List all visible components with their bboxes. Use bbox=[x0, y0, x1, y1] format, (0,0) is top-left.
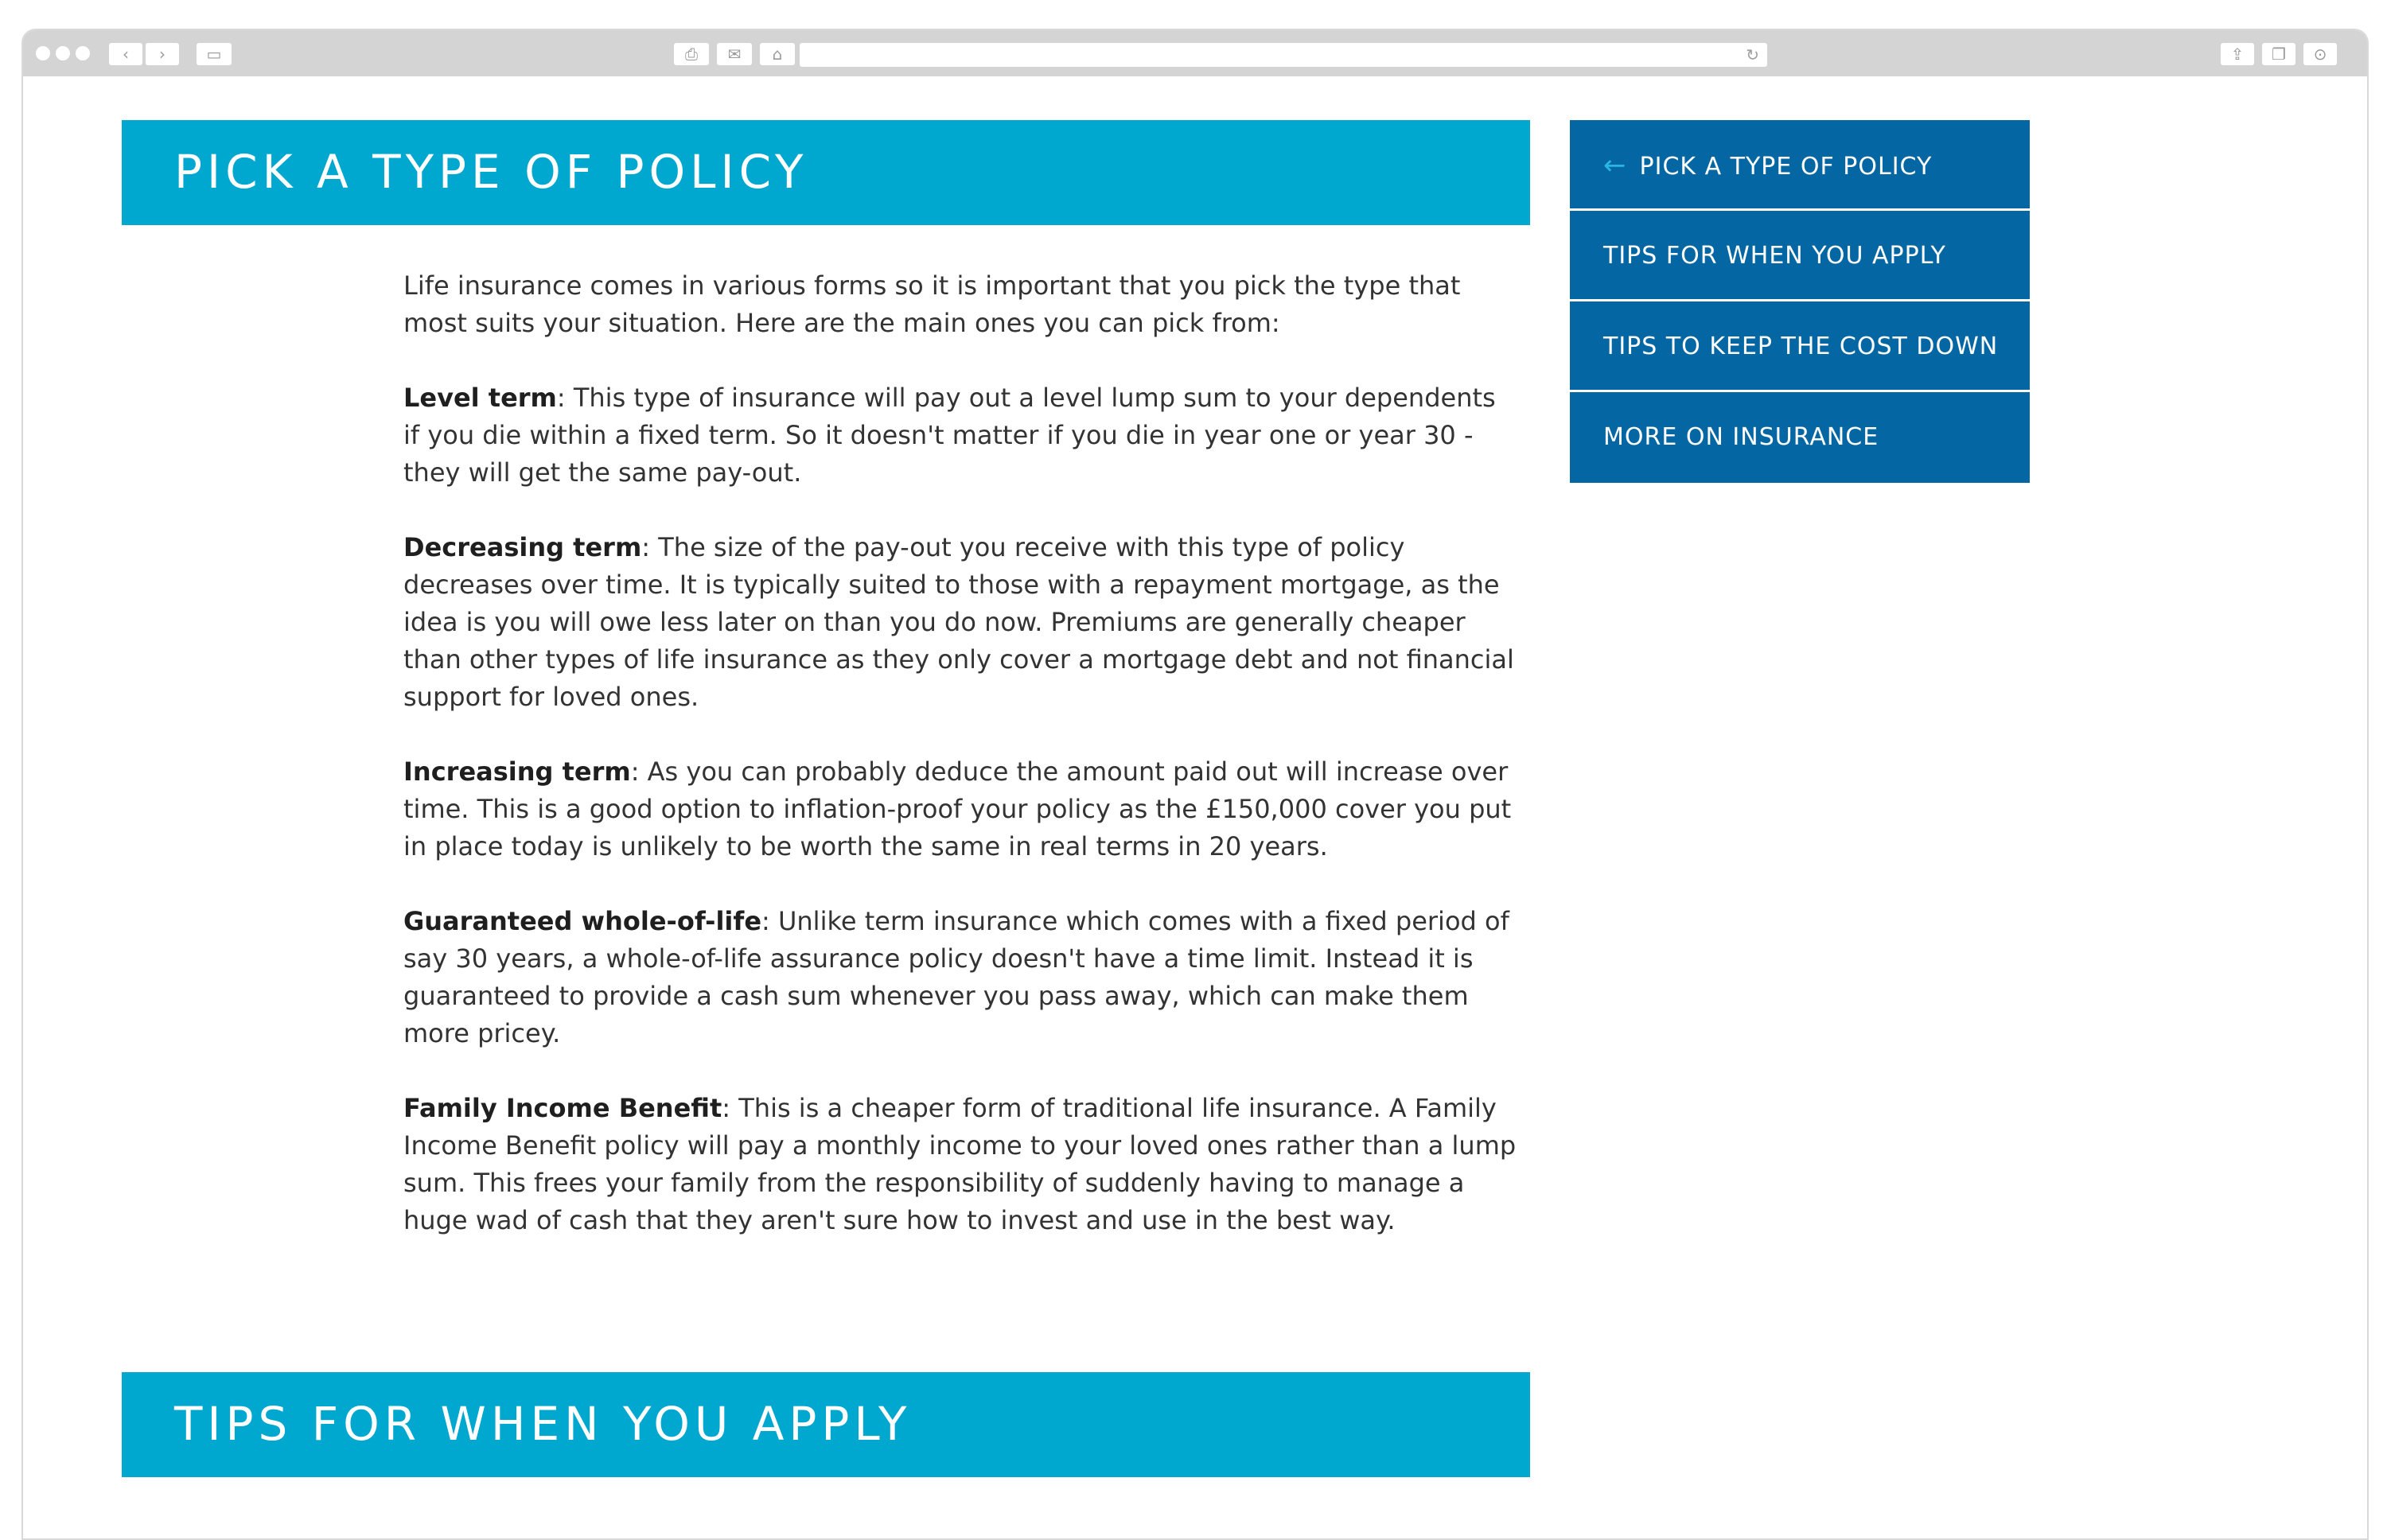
window-zoom-button[interactable] bbox=[76, 46, 90, 60]
mail-button[interactable] bbox=[717, 43, 752, 65]
intro-paragraph: Life insurance comes in various forms so it is important that you pick the type that most suits your situation. Here are the main ones you can pick from: bbox=[403, 270, 1461, 338]
policy-term-label: Family Income Benefit bbox=[403, 1093, 722, 1123]
side-navigation bbox=[1570, 120, 2030, 483]
address-bar[interactable] bbox=[800, 43, 1767, 67]
printer-icon: ⎙ bbox=[685, 45, 698, 64]
policy-term-label: Decreasing term bbox=[403, 532, 642, 562]
window-minimize-button[interactable] bbox=[56, 46, 70, 60]
tabs-button[interactable] bbox=[2262, 43, 2295, 65]
section-title: TIPS FOR WHEN YOU APPLY bbox=[174, 1397, 912, 1451]
share-icon: ⇪ bbox=[2230, 45, 2245, 64]
policy-term-label: Increasing term bbox=[403, 756, 631, 787]
policy-term-label: Guaranteed whole-of-life bbox=[403, 906, 762, 936]
policy-description: : This type of insurance will pay out a level lump sum to your dependents if you die within a fixed term. So it doesn't matter if you die in year one or year 30 - they will get the same pay-out. bbox=[403, 383, 1496, 488]
policy-increasing-term bbox=[403, 753, 1517, 865]
window-close-button[interactable] bbox=[36, 46, 50, 60]
arrow-left-icon: ← bbox=[1603, 150, 1627, 181]
nav-item-label: PICK A TYPE OF POLICY bbox=[1639, 153, 1933, 181]
policy-whole-of-life bbox=[403, 903, 1517, 1052]
policy-decreasing-term bbox=[403, 529, 1517, 716]
section-title: PICK A TYPE OF POLICY bbox=[174, 145, 808, 199]
policy-term-label: Level term bbox=[403, 383, 557, 413]
policy-description: : This is a cheaper form of traditional life insurance. A Family Income Benefit policy will pay a monthly income to your loved ones rather than a lump sum. This frees your family from the responsibility of suddenly having to manage a huge wad of cash that they aren't sure how to invest and use in the best way. bbox=[403, 1093, 1517, 1235]
browser-toolbar bbox=[23, 30, 2367, 76]
policy-description: : Unlike term insurance which comes with a fixed period of say 30 years, a whole-of-life assurance policy doesn't have a time limit. Instead it is guaranteed to provide a cash sum whenever you pass away, which can make them more pricey. bbox=[403, 906, 1509, 1048]
policy-family-income-benefit bbox=[403, 1090, 1517, 1239]
nav-item-pick-policy[interactable] bbox=[1570, 120, 2030, 211]
downloads-button[interactable] bbox=[2303, 43, 2337, 65]
nav-item-tips-apply[interactable] bbox=[1570, 211, 2030, 301]
chevron-right-icon: › bbox=[159, 45, 165, 64]
nav-item-more-insurance[interactable] bbox=[1570, 392, 2030, 483]
policy-level-term bbox=[403, 379, 1517, 492]
sidebar-toggle-icon: ▭ bbox=[206, 45, 222, 64]
home-button[interactable] bbox=[760, 43, 795, 65]
chevron-left-icon: ‹ bbox=[123, 45, 129, 64]
mail-icon: ✉ bbox=[727, 45, 742, 64]
print-button[interactable] bbox=[674, 43, 709, 65]
reload-icon[interactable]: ↻ bbox=[1746, 45, 1759, 64]
back-button[interactable] bbox=[109, 43, 142, 65]
home-icon: ⌂ bbox=[772, 45, 783, 64]
nav-item-label: TIPS FOR WHEN YOU APPLY bbox=[1603, 242, 1946, 270]
policy-description: : As you can probably deduce the amount paid out will increase over time. This is a good option to inflation-proof your policy as the £150,000 cover you put in place today is unlikely to be worth the same in real terms in 20 years. bbox=[403, 756, 1512, 861]
nav-item-cost-down[interactable] bbox=[1570, 301, 2030, 392]
nav-item-label: MORE ON INSURANCE bbox=[1603, 423, 1879, 451]
tabs-icon: ❐ bbox=[2272, 45, 2286, 64]
nav-item-label: TIPS TO KEEP THE COST DOWN bbox=[1603, 332, 1999, 360]
sidebar-toggle-button[interactable] bbox=[197, 43, 232, 65]
downloads-icon: ⊙ bbox=[2313, 45, 2327, 64]
policy-description: : The size of the pay-out you receive with this type of policy decreases over time. It is typically suited to those with a repayment mortgage, as the idea is you will owe less later on than you do now. Premiums are generally cheaper than other types of life insurance as they only cover a mortgage debt and not financial support for loved ones. bbox=[403, 532, 1514, 712]
section-header-pick-policy bbox=[122, 120, 1530, 225]
share-button[interactable] bbox=[2221, 43, 2254, 65]
forward-button[interactable] bbox=[146, 43, 179, 65]
article-body bbox=[403, 267, 1517, 1277]
section-header-tips-apply bbox=[122, 1372, 1530, 1477]
